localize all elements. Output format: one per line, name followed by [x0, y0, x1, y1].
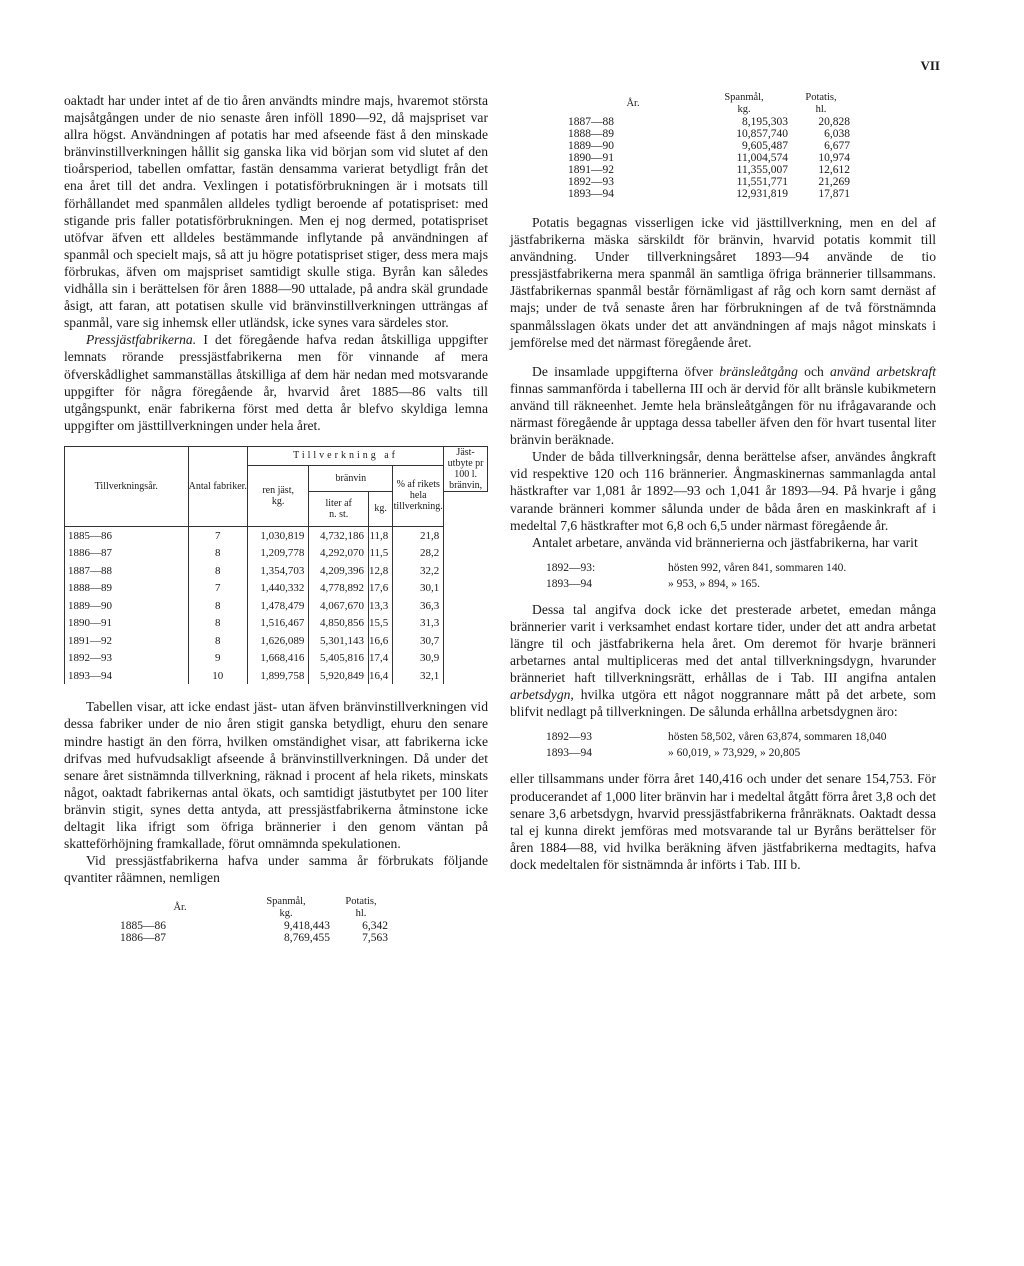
cell-factories: 10: [188, 667, 247, 685]
cell-pure-yeast: 1,668,416: [247, 649, 308, 667]
cell-potatoes: 20,828: [818, 116, 850, 128]
paragraph-bransleatgang: [510, 363, 936, 448]
cell-year: 1888—89: [568, 128, 614, 140]
cell-yield: 32,1: [393, 667, 444, 685]
col-header-pure-yeast-unit: kg.: [271, 495, 285, 507]
col-header-pure-yeast-label: ren jäst,: [262, 484, 294, 496]
right-column: [510, 92, 936, 873]
cell-grain: 9,418,443: [284, 920, 330, 933]
cell-year: 1893—94: [546, 747, 592, 760]
table-row: [568, 140, 852, 152]
cell-pure-yeast: 1,209,778: [247, 544, 308, 562]
cell-potatoes: 12,612: [818, 164, 850, 176]
cell-share: 17,4: [369, 649, 393, 667]
cell-year: 1890—91: [65, 614, 189, 632]
cell-factories: 7: [188, 526, 247, 544]
term-anvand-arbetskraft: använd arbetskraft: [830, 363, 936, 379]
table-header-row: [65, 446, 488, 465]
cell-yield: 28,2: [393, 544, 444, 562]
cell-potatoes: 10,974: [818, 152, 850, 164]
paragraph-potatis-begagnas: Potatis begagnas visserligen icke vid jästtillverkning, men en del af jästfabrikerna mäska särskildt för bränvin, hvarvid potatis kommit till användning. Under tillverkningsåret 1893—94 använde de tio pressjästfabrikerna mera spanmål än samtliga öfriga brännerier tillsammans. Jästfabrikernas spanmål består förnämligast af råg och korn samt dernäst af majs; under de två senaste åren har förbrukningen af de två förstnämnda spanmålsslagen ökats under det att användningen af majs något minskats i jemförelse med det närmast föregående året.: [510, 215, 936, 350]
list-item: [546, 730, 886, 744]
cell-year: 1893—94: [65, 667, 189, 685]
cell-factories: 8: [188, 614, 247, 632]
cell-pure-yeast: 1,030,819: [247, 526, 308, 544]
col-header-liters-label: liter af: [325, 497, 352, 509]
cell-values: hösten 992, våren 841, sommaren 140.: [668, 561, 847, 574]
table-row: [568, 176, 852, 188]
cell-year: 1892—93:: [546, 561, 596, 574]
cell-liters: 4,850,856: [309, 614, 369, 632]
paragraph-raamnen: Vid pressjästfabrikerna hafva under samma år förbrukats följande qvantiter råämnen, nemligen: [64, 853, 488, 886]
cell-yield: 32,2: [393, 562, 444, 580]
paragraph-tabellen-visar: Tabellen visar, att icke endast jäst- utan äfven bränvinstillverkningen vid dessa fabriker under de nio åren stigit ganska betydligt, ehuru den senare mindre hastigt än den förra, hvilken omständighet visar, att fabrikerna icke drifvas med hufvudsakligt afseende å bränvinstillverkningen. Då under det senare året sistnämnda tillverkning, räknad i procent af hela rikets, minskats något, oaktadt fabrikernas antal ökats, och samtidigt jästutbytet per 100 liter bränvin stigit, synes detta antyda, att pressjästfabrikerna åtminstone icke deltagit lika ifrigt som öfriga brännerier i den genom väntan på skatteförhöjning framkallade, förut omnämnda spekulationen.: [64, 699, 488, 852]
cell-share: 17,6: [369, 579, 393, 597]
table-row: [65, 632, 488, 650]
cell-factories: 8: [188, 597, 247, 615]
cell-grain: 11,355,007: [736, 164, 788, 176]
cell-pure-yeast: 1,516,467: [247, 614, 308, 632]
cell-year: 1891—92: [568, 164, 614, 176]
text: De insamlade uppgifterna öfver: [532, 363, 720, 379]
table-row: [120, 920, 390, 932]
col-header-share: % af rikets hela tillverkning.: [393, 465, 444, 526]
page-number: VII: [920, 58, 940, 73]
cell-share: 12,8: [369, 562, 393, 580]
cell-yield: 30,1: [393, 579, 444, 597]
text: och: [797, 363, 831, 379]
cell-liters: 5,920,849: [309, 667, 369, 685]
raw-materials-right-body: [568, 116, 852, 200]
col-header-year: År.: [173, 902, 187, 914]
table-row: [65, 579, 488, 597]
cell-grain: 11,551,771: [736, 176, 788, 188]
cell-year: 1886—87: [65, 544, 189, 562]
cell-pure-yeast: 1,354,703: [247, 562, 308, 580]
col-header-grain: [698, 92, 790, 116]
col-header-potatoes: [332, 896, 390, 920]
col-header-pure-yeast: [247, 465, 308, 526]
col-header-production: Tillverkning af: [247, 446, 443, 465]
cell-pure-yeast: 1,899,758: [247, 667, 308, 685]
cell-year: 1889—90: [568, 140, 614, 152]
cell-share: 15,5: [369, 614, 393, 632]
cell-potatoes: 6,038: [824, 128, 850, 140]
cell-liters: 4,209,396: [309, 562, 369, 580]
col-header-liters-unit: n. st.: [329, 508, 349, 520]
text: hvilka utgöra ett något noggrannare mått på det arbete, som blifvit nedlagt på tillverkningen. De sålunda erhållna arbetsdygnen äro:: [510, 687, 936, 720]
raw-materials-table-right: [568, 92, 852, 200]
list-item: [546, 746, 886, 760]
cell-liters: 4,292,070: [309, 544, 369, 562]
paragraph-antalet-arbetare: Antalet arbetare, använda vid brännerierna och jästfabrikerna, har varit: [532, 534, 918, 550]
cell-grain: 8,195,303: [742, 116, 788, 128]
paragraph-potatis-majs: oaktadt har under intet af de tio åren användts mindre majs, hvaremot största majsåtgången under de nio senaste åren inföll 1890—92, då majspriset var allra högst. Användningen af potatis har med afseende fäst å den minskade bränvinstillverkningen hållit sig ganska lika vid början som vid slutet af den tioårsperiod, tabellen omfattar, fastän densamma varierat betydligt från det ena året till det andra. Vexlingen i potatisförbrukningen är i motsats till förhållandet med spanmålen alldeles tydligt beroende af potatispriset: med stigande pris faller potatisförbrukningen. Men ej nog dermed, potatispriset utöfvar äfven ett alldeles bestämmande inflytande på användningen af spanmål och specielt majs, så att ju högre potatispriset stiger, dess mera majs förbrukas, äfven om majspriset samtidigt skulle stiga. Byrån kan således vidhålla sin i berättelsen för åren 1888—90 uttalade, på andra skäl grundade åsigt, att faran, att potatisen skulle vid bränvinstillverkningen utträngas af spanmål, vare sig inhemsk eller utländsk, icke synes vara särdeles stor.: [64, 93, 488, 331]
yeast-table-body: [65, 526, 488, 684]
cell-values: hösten 58,502, våren 63,874, sommaren 18,040: [668, 731, 887, 744]
col-header-grain-label: Spanmål,: [724, 92, 764, 103]
table-row: [65, 667, 488, 685]
cell-potatoes: 21,269: [818, 176, 850, 188]
table-row: [568, 128, 852, 140]
cell-liters: 4,732,186: [309, 526, 369, 544]
cell-share: 11,8: [369, 526, 393, 544]
col-header-year: År.: [626, 98, 640, 109]
list-item: [546, 577, 846, 591]
cell-grain: 10,857,740: [736, 128, 788, 140]
paragraph-pressjast-text: I det föregående hafva redan åtskilliga uppgifter lemnats rörande pressjästfabrikerna men för vinnande af mera öfverskådlighet sammanställas åtskilliga af dem här nedan med motsvarande uppgifter för några föregående år, hvarvid året 1885—86 valts till utgångspunkt, enär fabrikerna först med detta år blefvo skyldiga lemna uppgifter om jästtillverkningen under hela året.: [64, 332, 488, 433]
text: finnas sammanförda i tabellerna III och är dervid för allt bränsle kubikmetern använd till räkneenhet. Jemte hela bränsleåtgången för nu ifrågavarande och närmast föregående år upptaga dessa tabeller äfven den för hvart tusental liter bränvin beräknade.: [510, 380, 936, 448]
cell-yield: 30,7: [393, 632, 444, 650]
term-arbetsdygn: arbetsdygn,: [510, 687, 574, 703]
cell-year: 1892—93: [546, 731, 592, 744]
table-row: [65, 544, 488, 562]
text: Dessa tal angifva dock icke det presterade arbetet, emedan många brännerier varit i verksamhet endast kortare tider, under det att andra arbetat längre til och jästfabrikerna hela året. Om deremot för hvarje bränneri arbetarnes antal multipliceras med det antal tillverkningsdygn, hvarunder bränneriet haft tillverkningsrätt, erhållas de i Tab. III angifna antalen: [510, 601, 936, 686]
col-header-potatoes-unit: hl.: [355, 908, 367, 920]
cell-year: 1890—91: [568, 152, 614, 164]
table-row: [120, 932, 390, 944]
cell-potatoes: 7,563: [362, 932, 388, 945]
col-header-grain: [240, 896, 332, 920]
col-header-branvin: bränvin: [309, 465, 393, 491]
cell-liters: 5,301,143: [309, 632, 369, 650]
cell-factories: 8: [188, 562, 247, 580]
section-heading-pressjastfabrikerna: Pressjästfabrikerna.: [86, 332, 197, 348]
term-bransleatgang: bränsleåtgång: [719, 363, 798, 379]
cell-values: » 60,019, » 73,929, » 20,805: [668, 747, 801, 760]
cell-year: 1892—93: [65, 649, 189, 667]
paragraph-pressjast: [64, 331, 488, 434]
cell-potatoes: 17,871: [818, 188, 850, 200]
cell-year: 1887—88: [65, 562, 189, 580]
cell-year: 1887—88: [568, 116, 614, 128]
table-row: [65, 614, 488, 632]
paragraph-arbetsdygn: [510, 601, 936, 721]
cell-factories: 8: [188, 544, 247, 562]
cell-yield: 30,9: [393, 649, 444, 667]
table-row: [568, 152, 852, 164]
cell-yield: 21,8: [393, 526, 444, 544]
col-header-yield-unit: kg.: [369, 491, 393, 526]
cell-liters: 4,067,670: [309, 597, 369, 615]
cell-pure-yeast: 1,440,332: [247, 579, 308, 597]
cell-share: 16,4: [369, 667, 393, 685]
table-row: [65, 562, 488, 580]
cell-year: 1891—92: [65, 632, 189, 650]
col-header-grain-label: Spanmål,: [266, 896, 306, 908]
yeast-production-table: [64, 446, 488, 685]
cell-year: 1893—94: [568, 188, 614, 200]
cell-grain: 12,931,819: [736, 188, 788, 200]
cell-share: 13,3: [369, 597, 393, 615]
workdays-body: [546, 730, 886, 760]
cell-grain: 8,769,455: [284, 932, 330, 945]
list-item: [546, 561, 846, 575]
cell-potatoes: 6,342: [362, 920, 388, 933]
cell-year: 1885—86: [65, 526, 189, 544]
col-header-potatoes-label: Potatis,: [345, 896, 377, 908]
col-header-grain-unit: kg.: [279, 908, 293, 920]
paragraph-angkraft: Under de båda tillverkningsår, denna berättelse afser, användes ångkraft vid respektive 120 och 116 brännerier. Ångmaskinernas sammanlagda antal hästkrafter var 1,081 år 1892—93 och 1,041 år 1893—94. På hvarje i gång varande bränneri kommer sålunda under de båda åren en maskinkraft af i medeltal 7,6 hästkrafter mot 6,8 och 6,5 under närmast föregående år.: [510, 449, 936, 533]
cell-yield: 36,3: [393, 597, 444, 615]
cell-share: 11,5: [369, 544, 393, 562]
col-header-liters: [309, 491, 369, 526]
table-row: [568, 188, 852, 200]
cell-year: 1886—87: [120, 932, 166, 945]
cell-yield: 31,3: [393, 614, 444, 632]
table-row: [65, 649, 488, 667]
workers-body: [546, 561, 846, 591]
raw-materials-left-body: [120, 920, 390, 944]
cell-grain: 11,004,574: [736, 152, 788, 164]
cell-liters: 4,778,892: [309, 579, 369, 597]
cell-pure-yeast: 1,626,089: [247, 632, 308, 650]
col-header-factories: Antal fabriker.: [188, 446, 247, 526]
col-header-potatoes: [790, 92, 852, 116]
cell-year: 1889—90: [65, 597, 189, 615]
col-header-yield: Jäst-utbyte pr 100 l. bränvin,: [444, 446, 488, 491]
left-column: [64, 92, 488, 944]
cell-factories: 8: [188, 632, 247, 650]
cell-year: 1892—93: [568, 176, 614, 188]
cell-year: 1885—86: [120, 920, 166, 933]
cell-factories: 7: [188, 579, 247, 597]
table-row: [568, 116, 852, 128]
cell-potatoes: 6,677: [824, 140, 850, 152]
table-row: [568, 164, 852, 176]
cell-share: 16,6: [369, 632, 393, 650]
col-header-potatoes-unit: hl.: [815, 104, 827, 115]
col-header-year: Tillverkningsår.: [65, 446, 189, 526]
cell-factories: 9: [188, 649, 247, 667]
table-row: [65, 597, 488, 615]
col-header-potatoes-label: Potatis,: [805, 92, 837, 103]
cell-liters: 5,405,816: [309, 649, 369, 667]
raw-materials-table-left: [120, 896, 390, 944]
cell-grain: 9,605,487: [742, 140, 788, 152]
col-header-grain-unit: kg.: [737, 104, 751, 115]
table-row: [65, 526, 488, 544]
paragraph-tillsammans: eller tillsammans under förra året 140,416 och under det senare 154,753. För producerandet af 1,000 liter bränvin har i medeltal åtgått förra året 3,8 och det senare 3,6 arbetsdygn, hvarvid pressjästfabrikerna frånräknats. Oaktadt dessa tal ej kunna direkt jemföras med motsvarande tal ur Byråns berättelser för åren 1884—88, vid hvilka beräkning äfven jästfabrikerna medtagits, hafva dock medeltalen för sistnämnda år införts i Tab. III b.: [510, 771, 936, 872]
cell-year: 1893—94: [546, 577, 592, 590]
workers-table: [544, 559, 848, 593]
workdays-table: [544, 728, 888, 762]
cell-pure-yeast: 1,478,479: [247, 597, 308, 615]
cell-values: » 953, » 894, » 165.: [668, 577, 760, 590]
cell-year: 1888—89: [65, 579, 189, 597]
